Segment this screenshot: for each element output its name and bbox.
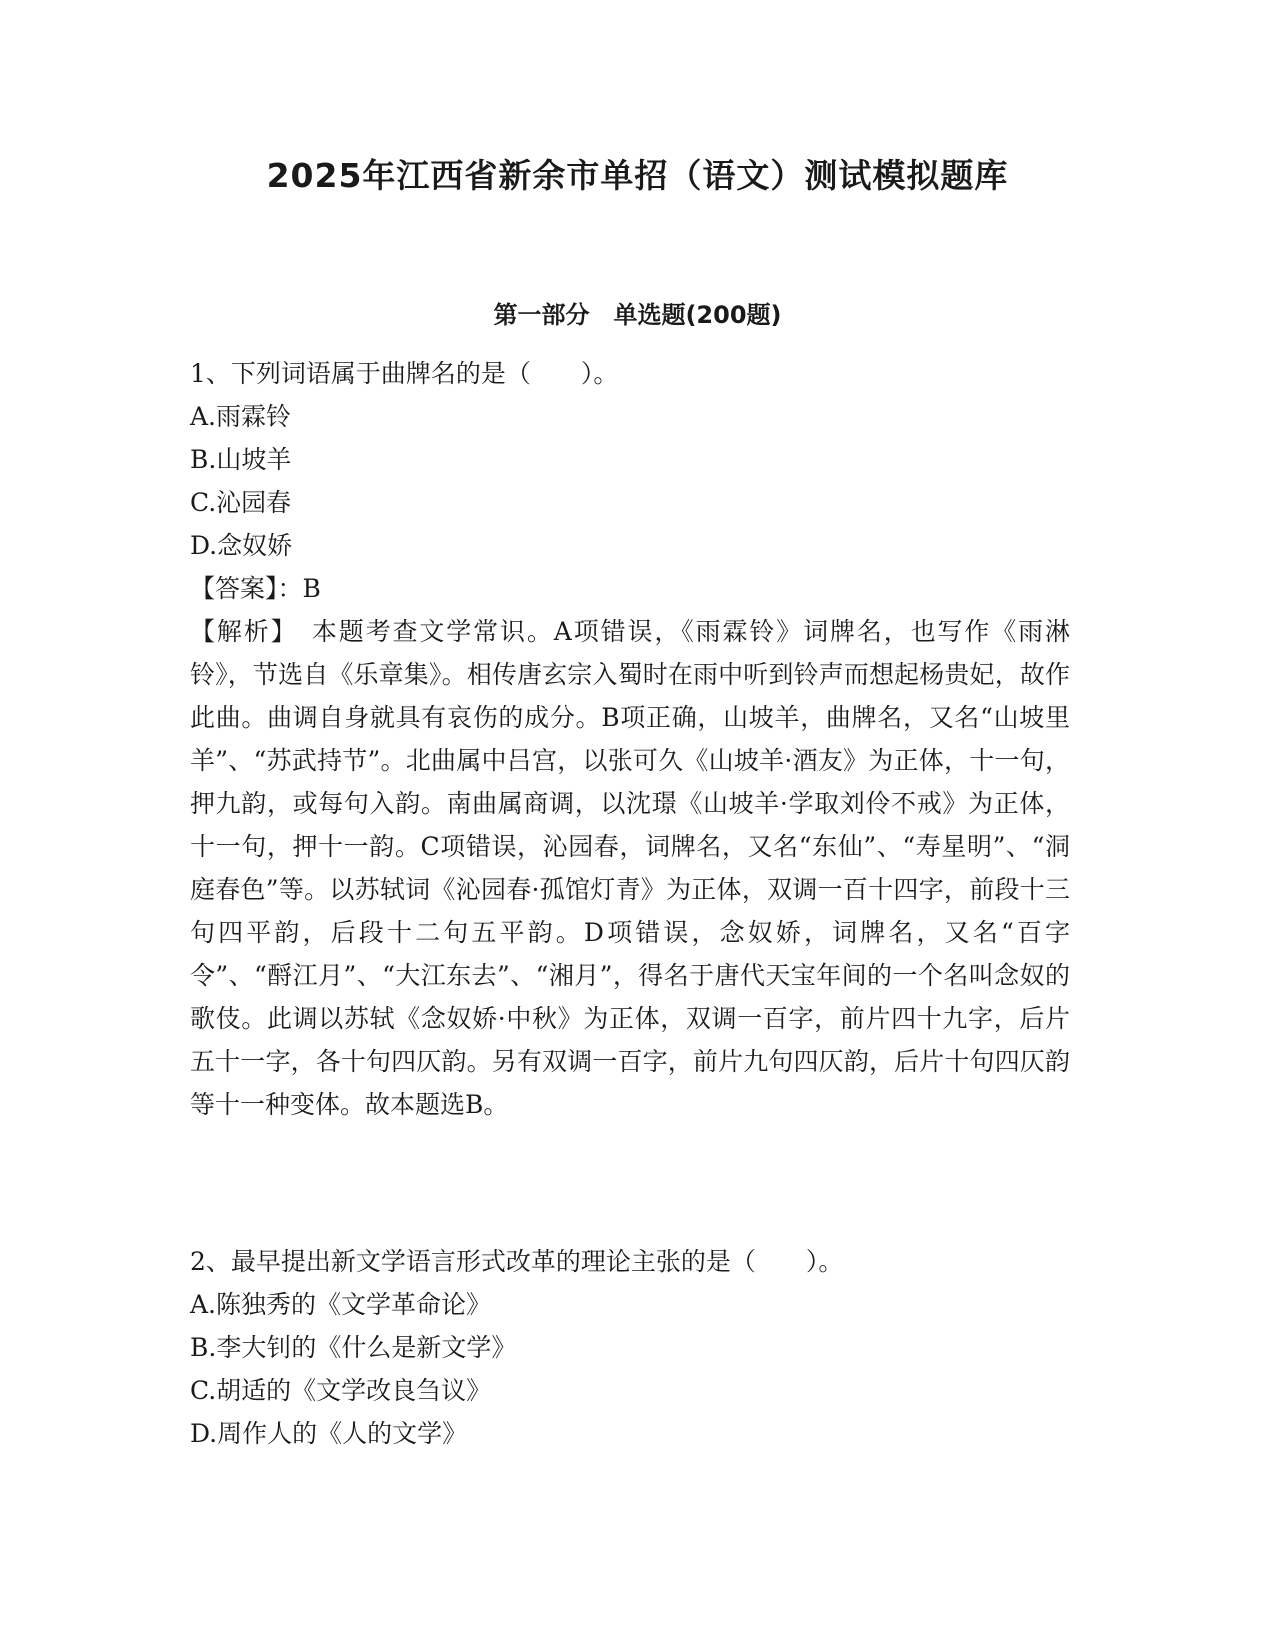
analysis-paragraph <box>190 610 1070 1126</box>
option-c: C.沁园春 <box>190 488 292 517</box>
option-b: B.李大钊的《什么是新文学》 <box>190 1333 517 1362</box>
section-heading: 第一部分 单选题(200题) <box>493 301 782 329</box>
option-a: A.陈独秀的《文学革命论》 <box>190 1290 492 1319</box>
answer-value: ：B <box>277 574 321 603</box>
question-stem: 2、最早提出新文学语言形式改革的理论主张的是（ ）。 <box>190 1247 844 1276</box>
analysis-label: 【解析】 <box>190 617 286 646</box>
option-c: C.胡适的《文学改良刍议》 <box>190 1376 492 1405</box>
answer-label: 【答案】 <box>190 574 278 603</box>
option-b: B.山坡羊 <box>190 445 292 474</box>
option-a: A.雨霖铃 <box>190 402 292 431</box>
document-title: 2025年江西省新余市单招（语文）测试模拟题库 <box>266 156 1009 195</box>
question-1 <box>190 352 1070 1126</box>
option-d: D.周作人的《人的文学》 <box>190 1419 468 1448</box>
answer-line <box>190 567 1070 610</box>
analysis-text: 本题考查文学常识。A项错误，《雨霖铃》词牌名，也写作《雨淋铃》，节选自《乐章集》。相传唐玄宗入蜀时在雨中听到铃声而想起杨贵妃，故作此曲。曲调自身就具有哀伤的成分。B项正确，山坡羊，曲牌名，又名“山坡里羊”、“苏武持节”。北曲属中吕宫，以张可久《山坡羊·酒友》为正体，十一句，押九韵，或每句入韵。南曲属商调，以沈璟《山坡羊·学取刘伶不戒》为正体，十一句，押十一韵。C项错误，沁园春，词牌名，又名“东仙”、“寿星明”、“洞庭春色”等。以苏轼词《沁园春·孤馆灯青》为正体，双调一百十四字，前段十三句四平韵，后段十二句五平韵。D项错误，念奴娇，词牌名，又名“百字令”、“酹江月”、“大江东去”、“湘月”，得名于唐代天宝年间的一个名叫念奴的歌伎。此调以苏轼《念奴娇·中秋》为正体，双调一百字，前片四十九字，后片五十一字，各十句四仄韵。另有双调一百字，前片九句四仄韵，后片十句四仄韵等十一种变体。故本题选B。 <box>190 617 1070 1119</box>
option-d: D.念奴娇 <box>190 531 293 560</box>
question-stem: 1、下列词语属于曲牌名的是（ ）。 <box>190 359 619 388</box>
question-2 <box>190 1240 1070 1455</box>
